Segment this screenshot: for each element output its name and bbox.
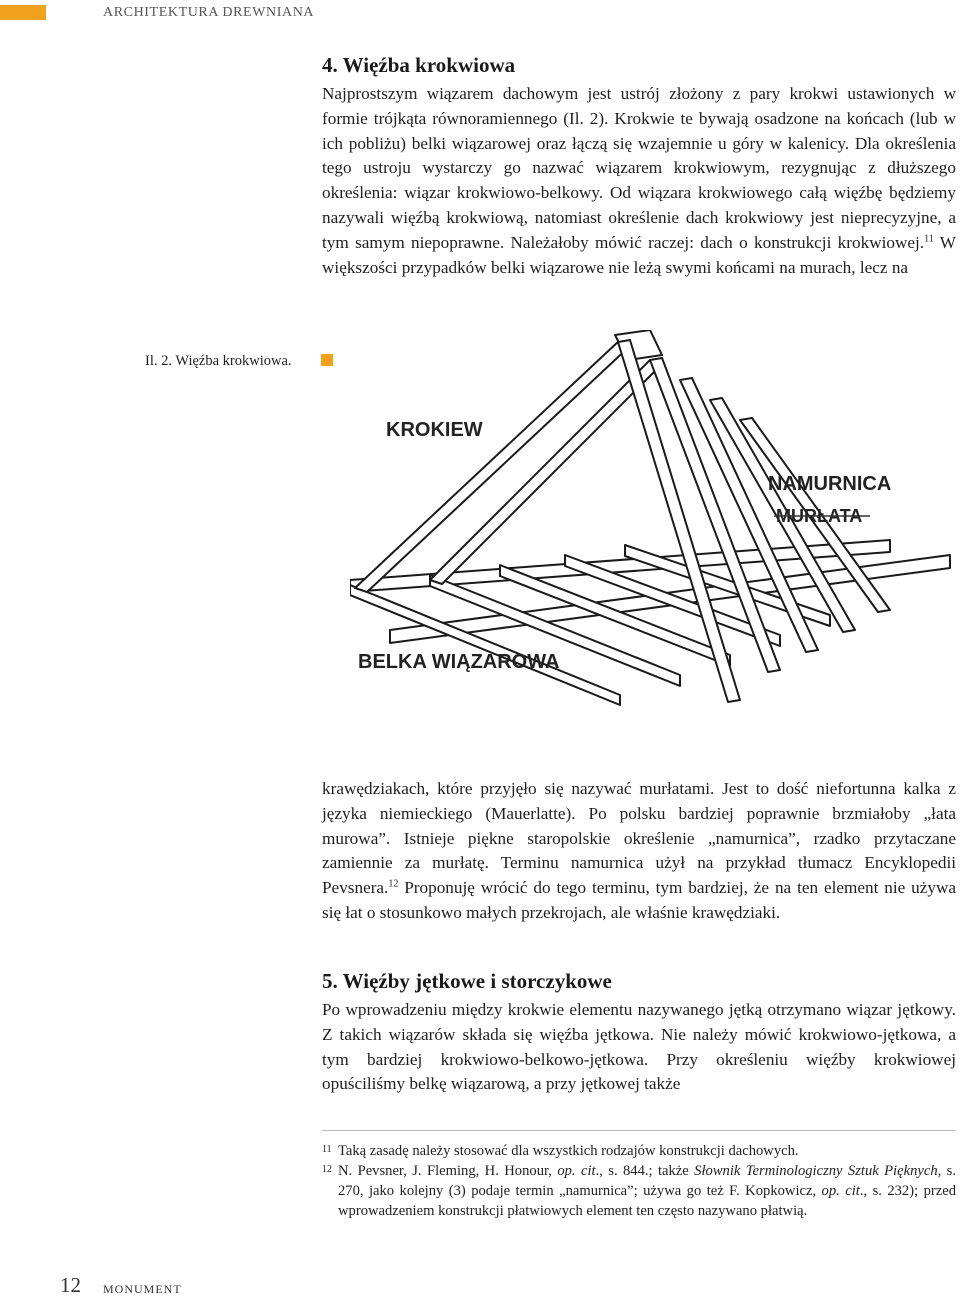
section-4-continued xyxy=(322,777,956,926)
footnote-11 xyxy=(322,1141,956,1161)
page-number: 12 xyxy=(60,1273,81,1297)
figure-caption: Il. 2. Więźba krokwiowa. xyxy=(145,353,292,369)
journal-name: MONUMENT xyxy=(103,1282,182,1296)
roof-truss-illustration xyxy=(350,330,956,750)
section-4-title: 4. Więźba krokwiowa xyxy=(322,53,516,77)
fn12-part: N. Pevsner, J. Fleming, H. Honour, xyxy=(338,1163,558,1179)
label-krokiew: KROKIEW xyxy=(386,419,483,441)
caption-accent-square xyxy=(321,354,333,366)
para1-text-b: W większości przypadków belki wiązarowe nie leżą swymi końcami na murach, lecz na xyxy=(322,232,956,277)
footnote-text: Taką zasadę należy stosować dla wszystkich rodzajów konstrukcji dachowych. xyxy=(338,1143,799,1159)
label-murlata: MURŁATA xyxy=(776,506,863,526)
footnotes xyxy=(322,1141,956,1221)
running-head xyxy=(0,0,960,24)
fn12-part: ., s. 232); przed wprowadzeniem konstrukcji płatwiowych element ten często nazywano płatwią. xyxy=(338,1183,956,1219)
section-5-paragraph: Po wprowadzeniu między krokwie elementu nazywanego jętką otrzymano wiązar jętkowy. Z takich wiązarów składa się więźba jętkowa. Nie należy mówić krokwiowo-jętkowa, a tym bardziej krokwiowo-belkowo-jętkowa. Przy określeniu więźby krokwiowej opuściliśmy belkę wiązarową, a przy jętkowej także xyxy=(322,1000,956,1094)
para2-text-b: Proponuję wrócić do tego terminu, tym bardziej, że na ten element nie używa się łat o stosunkowo małych przekrojach, ale właśnie krawędziaki. xyxy=(322,878,956,922)
label-namurnica: NAMURNICA xyxy=(768,473,892,495)
section-4 xyxy=(322,52,956,280)
fn12-italic: op. cit xyxy=(821,1183,860,1199)
section-5-title: 5. Więźby jętkowe i storczykowe xyxy=(322,969,612,993)
fn12-italic: op. cit xyxy=(557,1163,596,1179)
running-head-title: ARCHITEKTURA DREWNIANA xyxy=(103,5,315,20)
label-belka-wiazarowa: BELKA WIĄZAROWA xyxy=(358,651,560,673)
section-4-paragraph-2 xyxy=(322,777,956,926)
footnote-ref-12[interactable]: 12 xyxy=(388,878,399,890)
fn12-part: s. 270, jako kolejny (3) podaje termin „namurnica”; używa go też F. Kopkowicz, xyxy=(338,1163,956,1199)
rafter-left-1 xyxy=(355,340,632,592)
para2-text-a: krawędziakach, które przyjęło się nazywać murłatami. Jest to dość niefortunna kalka z języka niemieckiego (Mauerlatte). Po polsku bardziej poprawnie brzmiałoby „łata murowa”. Istnieje piękne staropolskie określenie „namurnica”, rzadko przytaczane zamiennie za murłatę. Terminu namurnica użył na przykład tłumacz Encyklopedii Pevsnera. xyxy=(322,779,956,898)
footnote-divider xyxy=(322,1130,956,1131)
section-4-paragraph-1 xyxy=(322,82,956,280)
fn12-italic: Słownik Terminologiczny Sztuk Pięknych, xyxy=(694,1163,942,1179)
footnote-ref-11[interactable]: 11 xyxy=(924,233,934,245)
section-5 xyxy=(322,968,956,1097)
accent-square xyxy=(0,5,46,20)
footnote-12 xyxy=(322,1161,956,1221)
footnote-number: 12 xyxy=(322,1164,332,1175)
fn12-part: ., s. 844.; także xyxy=(595,1163,695,1179)
footnote-number: 11 xyxy=(322,1144,332,1155)
para1-text-a: Najprostszym wiązarem dachowym jest ustrój złożony z pary krokwi ustawionych w formie trójkąta równoramiennego (Il. 2). Krokwie te bywają osadzone na końcach (lub w ich pobliżu) belki wiązarowej oraz łączą się wzajemnie u góry w kalenicy. Dla określenia tego ustroju wystarczy go nazwać wiązarem krokwiowym, rezygnując z dłuższego określenia: wiązar krokwiowo-belkowy. Od wiązara krokwiowego całą więźbę będziemy nazywali więźbą krokwiową, natomiast określenie dach krokwiowy jest nieprecyzyjne, a tym samym niepoprawne. Należałoby mówić raczej: dach o konstrukcji krokwiowej. xyxy=(322,84,956,252)
